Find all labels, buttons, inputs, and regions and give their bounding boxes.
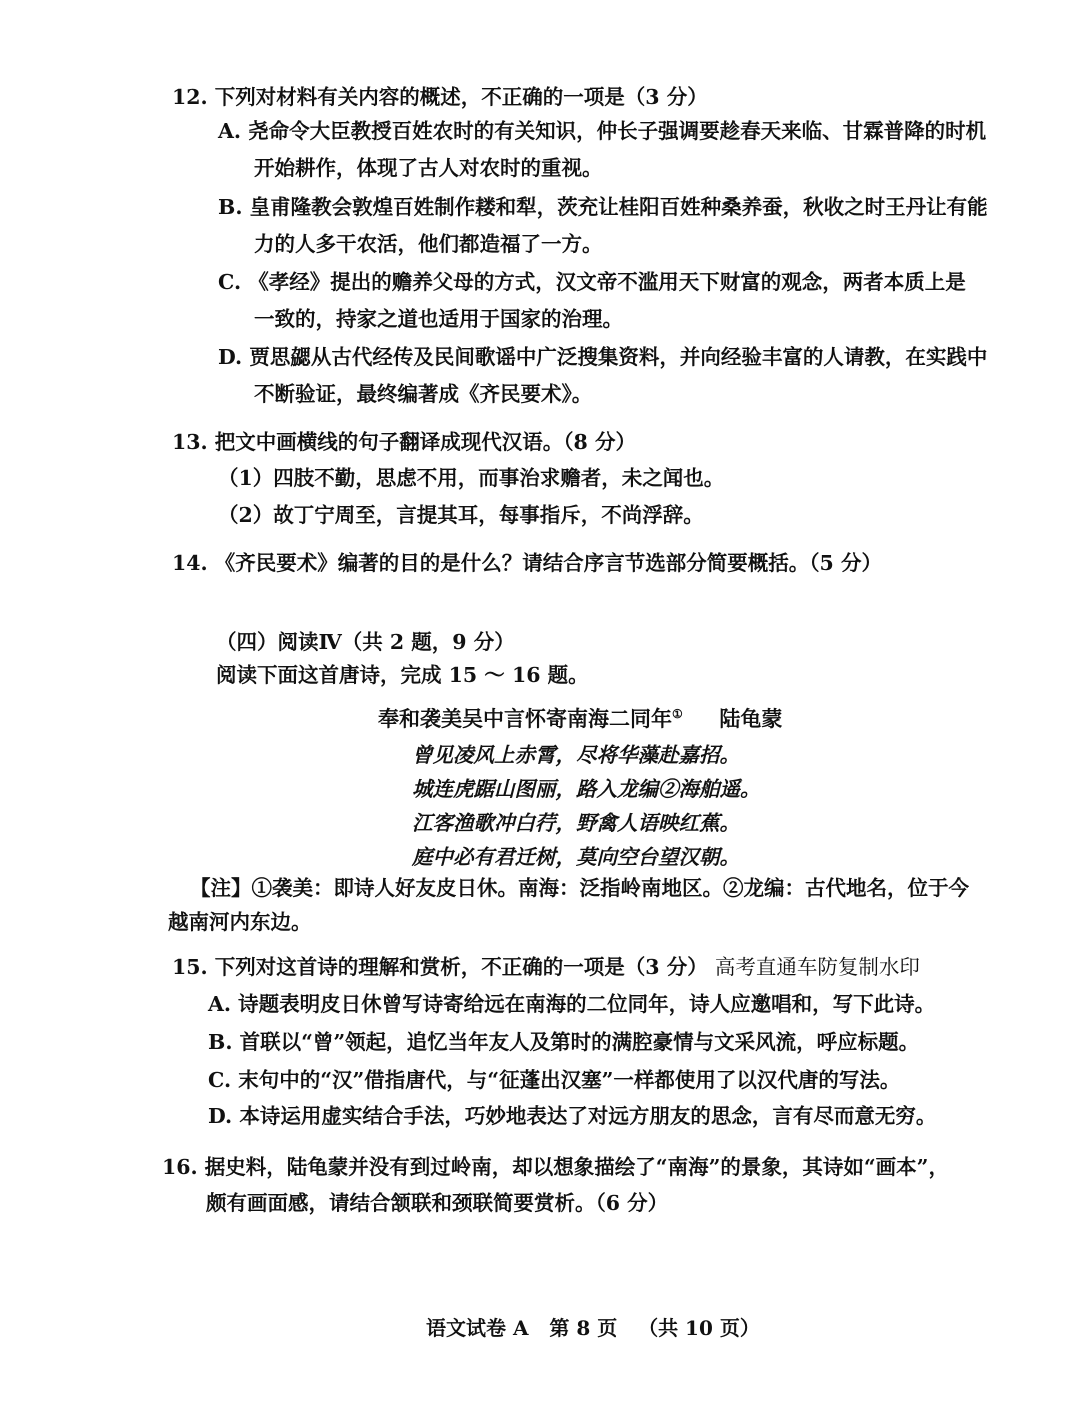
poem-note-line1: 【注】①袭美：即诗人好友皮日休。南海：泛指岭南地区。②龙编：古代地名，位于今 [190,876,969,900]
poem-line-2: 城连虎踞山图丽，路入龙编②海舶遥。 [412,777,761,801]
q12-option-b-line2: 力的人多干农活，他们都造福了一方。 [254,232,603,256]
q12-option-a-line1: A. 尧命令大臣教授百姓农时的有关知识，仲长子强调要趁春天来临、甘霖普降的时机 [218,119,987,143]
q16-line1: 16. 据史料，陆龟蒙并没有到过岭南，却以想象描绘了“南海”的景象，其诗如“画本”， [162,1155,949,1179]
q15-option-b: B. 首联以“曾”领起，追忆当年友人及第时的满腔豪情与文采风流，呼应标题。 [208,1030,920,1054]
poem-note-mark: ① [672,707,683,721]
q12-option-c-line1: C. 《孝经》提出的赡养父母的方式，汉文帝不滥用天下财富的观念，两者本质上是 [218,270,966,294]
poem-note-line2: 越南河内东边。 [168,910,312,934]
q15-option-c: C. 末句中的“汉”借指唐代，与“征蓬出汉塞”一样都使用了以汉代唐的写法。 [208,1068,901,1092]
poem-title-line [378,705,782,733]
q14-stem: 14. 《齐民要术》编著的目的是什么？请结合序言节选部分简要概括。（5 分） [172,551,882,575]
section4-intro: 阅读下面这首唐诗，完成 15 ～ 16 题。 [216,663,589,687]
watermark-text: 高考直通车防复制水印 [714,955,920,979]
q12-stem: 12. 下列对材料有关内容的概述，不正确的一项是（3 分） [172,85,708,109]
q13-item-2: （2）故丁宁周至，言提其耳，每事指斥，不尚浮辞。 [218,503,704,527]
q15-option-a: A. 诗题表明皮日休曾写诗寄给远在南海的二位同年，诗人应邀唱和，写下此诗。 [208,992,936,1016]
poem-line-1: 曾见凌风上赤霄，尽将华藻赴嘉招。 [412,743,740,767]
q13-stem: 13. 把文中画横线的句子翻译成现代汉语。（8 分） [172,430,636,454]
section4-heading: （四）阅读Ⅳ（共 2 题，9 分） [216,630,515,654]
poem-line-3: 江客渔歌冲白荇，野禽人语映红蕉。 [412,811,740,835]
q12-option-d-line2: 不断验证，最终编著成《齐民要术》。 [254,382,593,406]
q15-option-d: D. 本诗运用虚实结合手法，巧妙地表达了对远方朋友的思念，言有尽而意无穷。 [208,1104,937,1128]
page-footer: 语文试卷 A 第 8 页 （共 10 页） [426,1316,760,1340]
poem-line-4: 庭中必有君迁树，莫向空台望汉朝。 [412,845,740,869]
q12-option-c-line2: 一致的，持家之道也适用于国家的治理。 [254,307,623,331]
poem-title: 奉和袭美吴中言怀寄南海二同年 [378,706,672,731]
q12-option-b-line1: B. 皇甫隆教会敦煌百姓制作耧和犁，茨充让桂阳百姓种桑养蚕，秋收之时王丹让有能 [218,195,988,219]
q12-option-d-line1: D. 贾思勰从古代经传及民间歌谣中广泛搜集资料，并向经验丰富的人请教，在实践中 [218,345,988,369]
q12-option-a-line2: 开始耕作，体现了古人对农时的重视。 [254,156,603,180]
poem-author: 陆龟蒙 [719,706,783,731]
q15-stem: 15. 下列对这首诗的理解和赏析，不正确的一项是（3 分） [172,955,708,979]
q15-stem-line [172,953,920,981]
q16-line2: 颇有画面感，请结合颔联和颈联简要赏析。（6 分） [206,1191,669,1215]
q13-item-1: （1）四肢不勤，思虑不用，而事治求赡者，未之闻也。 [218,466,725,490]
